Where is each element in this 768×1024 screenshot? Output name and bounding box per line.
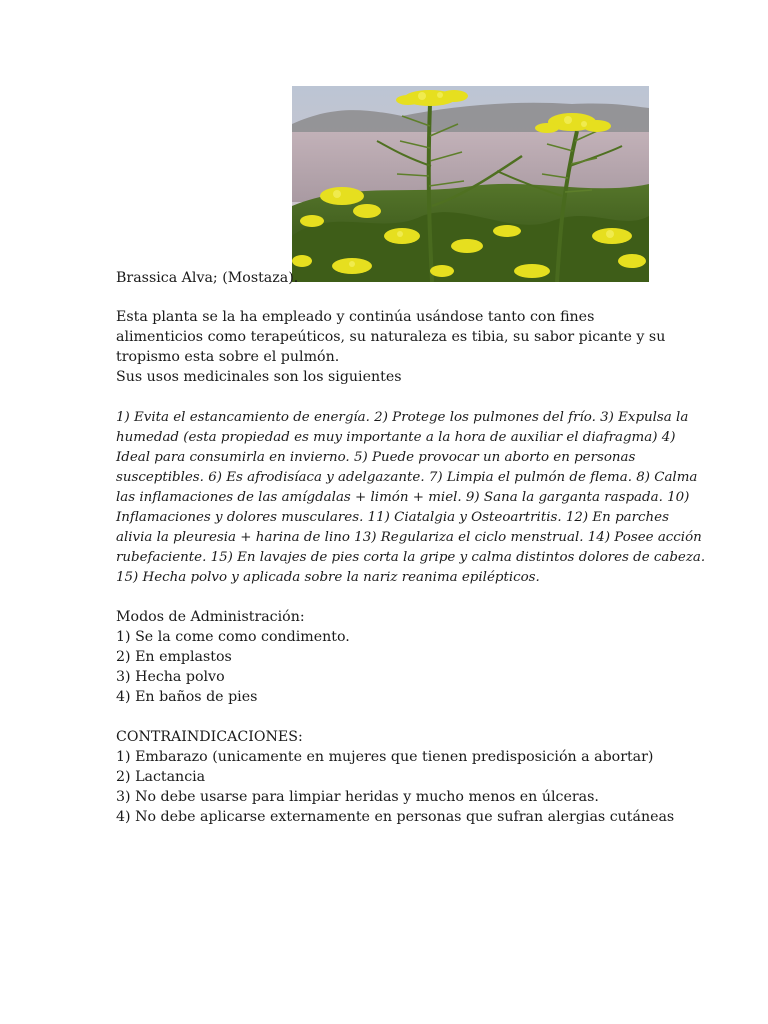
list-item: 4) No debe aplicarse externamente en personas que sufran alergias cutáneas	[116, 809, 675, 825]
uses-line: alivia la pleuresia + harina de lino 13) Regulariza el ciclo menstrual. 14) Posee acción	[116, 530, 702, 545]
intro-line: alimenticios como terapeúticos, su naturaleza es tibia, su sabor picante y su	[116, 329, 666, 345]
medicinal-uses-paragraph	[116, 408, 706, 588]
contraindications-section	[116, 727, 675, 827]
list-item: 1) Embarazo (unicamente en mujeres que tienen predisposición a abortar)	[116, 749, 654, 765]
list-item: 4) En baños de pies	[116, 689, 258, 705]
uses-line: Inflamaciones y dolores musculares. 11) Ciatalgia y Osteoartritis. 12) En parches	[116, 510, 669, 525]
section-heading: CONTRAINDICACIONES:	[116, 729, 303, 745]
intro-line: Sus usos medicinales son los siguientes	[116, 369, 402, 385]
plant-title: Brassica Alva; (Mostaza).	[116, 270, 299, 286]
intro-line: Esta planta se la ha empleado y continúa usándose tanto con fines	[116, 309, 595, 325]
list-item: 2) En emplastos	[116, 649, 232, 665]
mustard-plant-photo	[292, 86, 649, 282]
uses-line: 15) Hecha polvo y aplicada sobre la nariz reanima epilépticos.	[116, 570, 540, 585]
uses-line: 1) Evita el estancamiento de energía. 2) Protege los pulmones del frío. 3) Expulsa la	[116, 410, 689, 425]
uses-line: humedad (esta propiedad es muy importante a la hora de auxiliar el diafragma) 4)	[116, 430, 676, 445]
uses-line: las inflamaciones de las amígdalas + limón + miel. 9) Sana la garganta raspada. 10)	[116, 490, 690, 505]
intro-paragraph	[116, 307, 666, 387]
list-item: 3) Hecha polvo	[116, 669, 225, 685]
intro-line: tropismo esta sobre el pulmón.	[116, 349, 340, 365]
administration-section	[116, 607, 656, 707]
section-heading: Modos de Administración:	[116, 609, 305, 625]
list-item: 1) Se la come como condimento.	[116, 629, 350, 645]
uses-line: rubefaciente. 15) En lavajes de pies corta la gripe y calma distintos dolores de cabeza.	[116, 550, 706, 565]
uses-line: susceptibles. 6) Es afrodisíaca y adelgazante. 7) Limpia el pulmón de flema. 8) Calma	[116, 470, 698, 485]
uses-line: Ideal para consumirla en invierno. 5) Puede provocar un aborto en personas	[116, 450, 636, 465]
list-item: 3) No debe usarse para limpiar heridas y mucho menos en úlceras.	[116, 789, 599, 805]
list-item: 2) Lactancia	[116, 769, 206, 785]
